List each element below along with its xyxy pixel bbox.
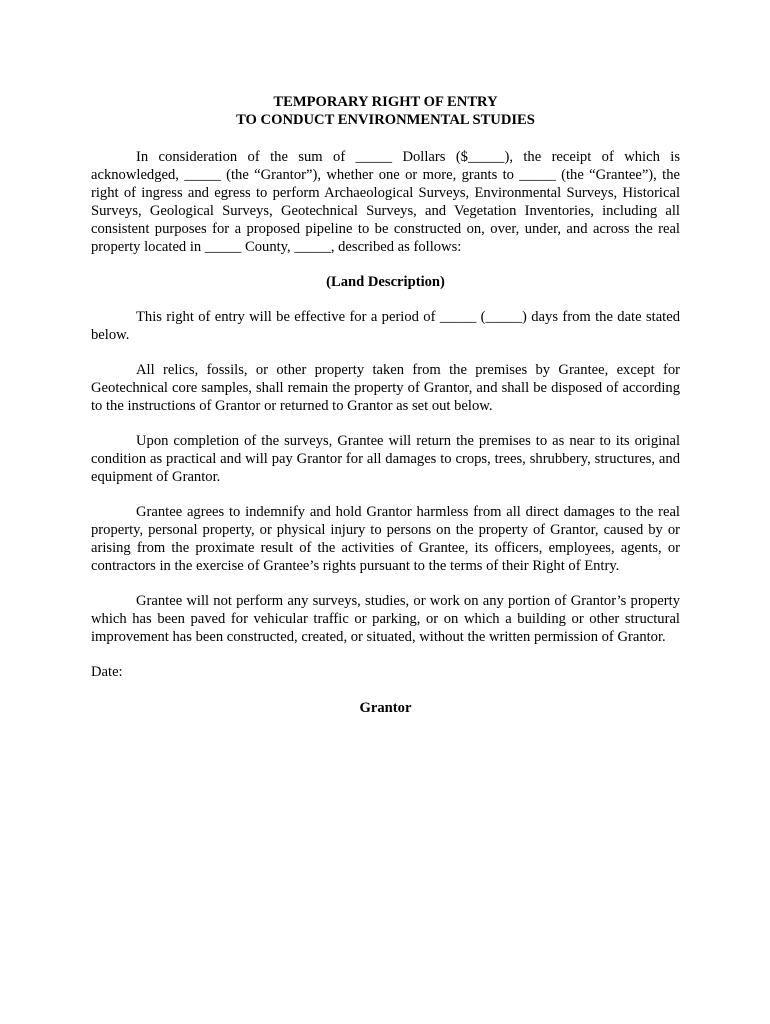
grantor-signature-label: Grantor: [359, 700, 412, 716]
document-title-line-2: TO CONDUCT ENVIRONMENTAL STUDIES: [236, 112, 535, 128]
indemnify-paragraph: Grantee agrees to indemnify and hold Grantor harmless from all direct damages to the real property, personal property, or physical injury to persons on the property of Grantor, caused by or arising from the proximate result of the activities of Grantee, its officers, employees, agents, or contractors in the exercise of Grantee’s rights pursuant to the terms of their Right of Entry.: [91, 504, 680, 574]
relics-paragraph: All relics, fossils, or other property taken from the premises by Grantee, except for Geotechnical core samples, shall remain the property of Grantor, and shall be disposed of according to the instructions of Grantor or returned to Grantor as set out below.: [91, 362, 680, 414]
land-description-heading: (Land Description): [326, 274, 445, 290]
paved-property-paragraph: Grantee will not perform any surveys, studies, or work on any portion of Grantor’s property which has been paved for vehicular traffic or parking, or on which a building or other structural improvement has been constructed, created, or situated, without the written permission of Grantor.: [91, 593, 680, 645]
completion-paragraph: Upon completion of the surveys, Grantee will return the premises to as near to its original condition as practical and will pay Grantor for all damages to crops, trees, shrubbery, structures, and equipment of Grantor.: [91, 433, 680, 485]
effective-period-paragraph: This right of entry will be effective for a period of _____ (_____) days from the date stated below.: [91, 309, 680, 343]
document-title-line-1: TEMPORARY RIGHT OF ENTRY: [273, 94, 498, 110]
document-page: [91, 93, 680, 717]
date-label: Date:: [91, 664, 123, 680]
consideration-paragraph: In consideration of the sum of _____ Dollars ($_____), the receipt of which is acknowledged, _____ (the “Grantor”), whether one or more, grants to _____ (the “Grantee”), the right of ingress and egress to perform Archaeological Surveys, Environmental Surveys, Historical Surveys, Geological Surveys, Geotechnical Surveys, and Vegetation Inventories, including all consistent purposes for a proposed pipeline to be constructed on, over, under, and across the real property located in _____ County, _____, described as follows:: [91, 149, 680, 255]
